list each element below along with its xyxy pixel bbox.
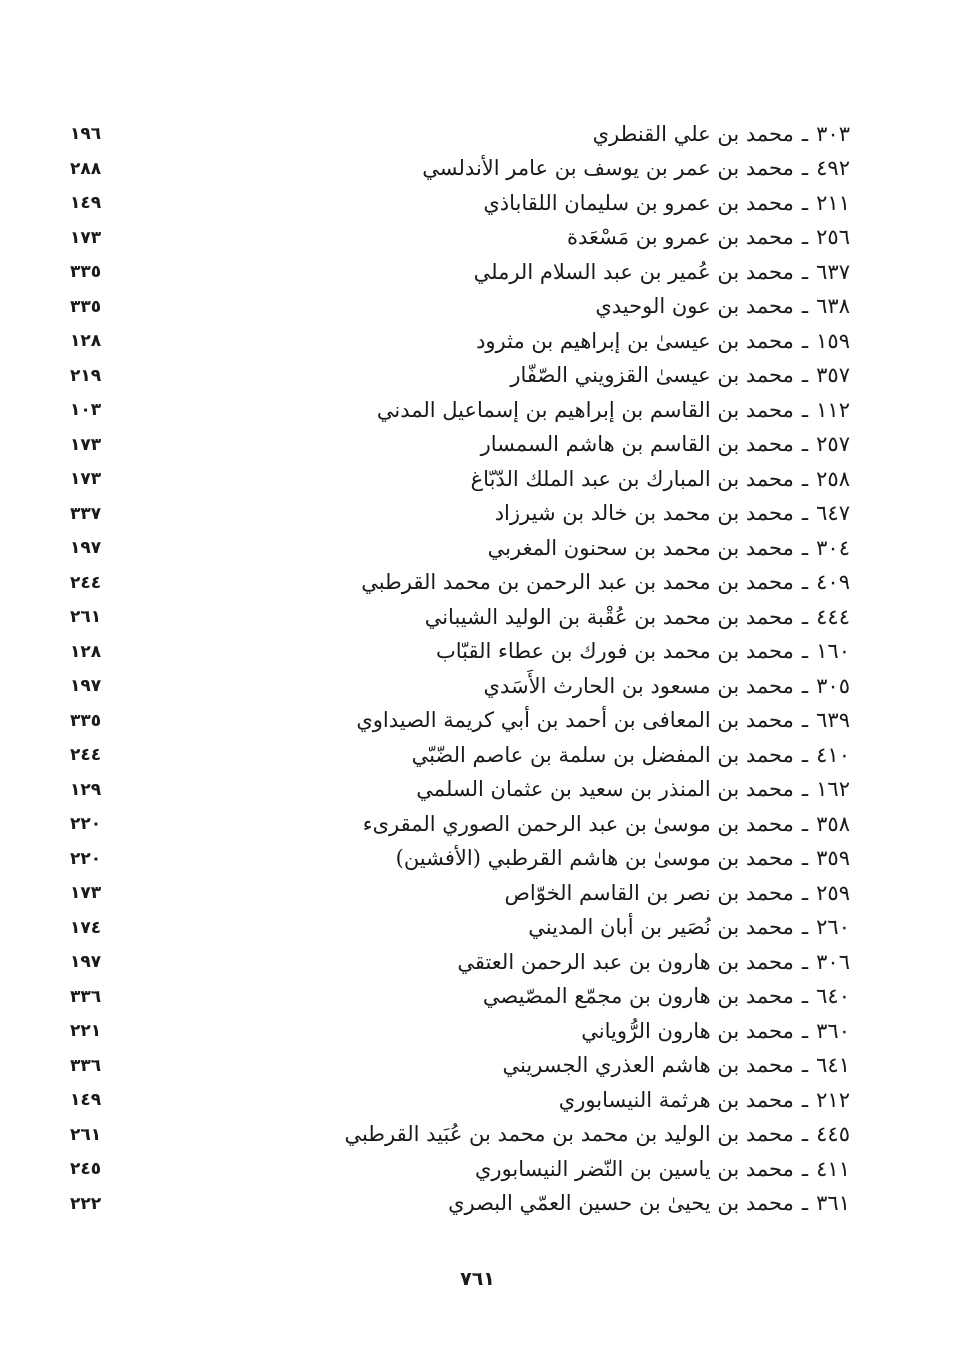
entry-page-ref: ١٠٣ — [70, 400, 102, 421]
entry-number: ٤٠٩ — [816, 570, 850, 595]
entry-page-ref: ٢٦١ — [70, 1124, 102, 1145]
entry-separator: ـ — [801, 466, 808, 491]
entry-page-ref: ٢٢١ — [70, 1021, 102, 1042]
entry-name: محمد بن هاشم العذري الجسريني — [502, 1053, 794, 1078]
entry-separator: ـ — [801, 604, 808, 629]
index-entry — [70, 186, 850, 221]
entry-text — [356, 710, 850, 731]
index-entry — [70, 117, 850, 152]
index-entry — [70, 1118, 850, 1153]
index-entry — [70, 221, 850, 256]
entry-name: محمد بن القاسم بن إبراهيم بن إسماعيل المدني — [376, 397, 794, 422]
index-entry — [70, 876, 850, 911]
entry-name: محمد بن محمد بن عبد الرحمن بن محمد القرطبي — [361, 570, 794, 595]
entry-number: ١٥٩ — [816, 328, 850, 353]
entry-number: ٤١٠ — [816, 742, 850, 767]
entry-separator: ـ — [801, 259, 808, 284]
entry-text — [476, 328, 850, 353]
entry-number: ٦٤٧ — [816, 501, 850, 526]
entry-separator: ـ — [801, 1053, 808, 1078]
index-entry — [70, 359, 850, 394]
index-entry — [70, 1049, 850, 1084]
entry-text — [473, 259, 850, 284]
entry-separator: ـ — [801, 949, 808, 974]
entry-separator: ـ — [801, 432, 808, 457]
entry-name: محمد بن عون الوحيدي — [595, 294, 794, 319]
entry-page-ref: ٣٣٥ — [70, 262, 102, 283]
entry-separator: ـ — [801, 673, 808, 698]
entry-number: ٢١١ — [816, 190, 850, 215]
entry-name: محمد بن هارون بن عبد الرحمن العتقي — [457, 949, 794, 974]
entry-name: محمد بن عمرو بن سليمان اللقاباذي — [483, 190, 794, 215]
entry-number: ٣٦١ — [816, 1191, 850, 1216]
entry-separator: ـ — [801, 397, 808, 422]
entry-number: ٢٥٧ — [816, 432, 850, 457]
entry-name: محمد بن عيسىٰ القزويني الصّفّار — [510, 363, 794, 388]
entry-page-ref: ٣٣٦ — [70, 1055, 102, 1076]
entry-page-ref: ٢١٩ — [70, 365, 102, 386]
index-entry — [70, 1152, 850, 1187]
entry-page-ref: ٣٣٦ — [70, 986, 102, 1007]
entry-name: محمد بن الوليد بن محمد بن محمد بن عُبَيد القرطبي — [344, 1122, 794, 1147]
entry-number: ٣٠٣ — [816, 121, 850, 146]
entry-separator: ـ — [801, 639, 808, 664]
entry-number: ٣٠٤ — [816, 535, 850, 560]
entry-name: محمد بن المفضل بن سلمة بن عاصم الضّبّي — [411, 742, 794, 767]
entry-separator: ـ — [801, 190, 808, 215]
entry-text — [483, 190, 850, 215]
index-entry — [70, 531, 850, 566]
entry-text — [528, 917, 850, 938]
index-entry — [70, 911, 850, 946]
entry-name: محمد بن المبارك بن عبد الملك الدّبّاغ — [470, 466, 794, 491]
index-entry — [70, 566, 850, 601]
entry-text — [504, 880, 851, 905]
entry-separator: ـ — [801, 708, 808, 733]
entry-text — [558, 1087, 850, 1112]
index-entry — [70, 842, 850, 877]
entry-separator: ـ — [801, 156, 808, 181]
entry-page-ref: ١٧٣ — [70, 883, 102, 904]
entry-name: محمد بن عمر بن يوسف بن عامر الأندلسي — [422, 156, 794, 181]
index-entry — [70, 393, 850, 428]
entry-name: محمد بن هارون بن مجمّع المصّيصي — [482, 984, 794, 1009]
entry-name: محمد بن محمد بن خالد بن شيرزاد — [494, 501, 794, 526]
entry-name: محمد بن نصر بن القاسم الخوّاص — [504, 880, 794, 905]
entry-number: ١١٢ — [816, 397, 850, 422]
entry-separator: ـ — [801, 1122, 808, 1147]
entry-name: محمد بن عُمير بن عبد السلام الرملي — [473, 259, 794, 284]
entry-number: ١٦٢ — [816, 777, 850, 802]
entry-page-ref: ١٢٨ — [70, 331, 102, 352]
index-entry — [70, 1014, 850, 1049]
entry-page-ref: ١٤٩ — [70, 1090, 102, 1111]
entry-name: محمد بن المعافى بن أحمد بن أبي كريمة الصيداوي — [356, 708, 794, 733]
entry-page-ref: ١٤٩ — [70, 193, 102, 214]
entry-separator: ـ — [801, 846, 808, 871]
entry-text — [361, 572, 850, 593]
entry-text — [457, 949, 850, 974]
entry-name: محمد بن المنذر بن سعيد بن عثمان السلمي — [416, 777, 794, 802]
entry-text — [495, 503, 850, 524]
entry-name: محمد بن ياسين بن النّضر النيسابوري — [474, 1156, 794, 1181]
entry-text — [487, 535, 850, 560]
entry-page-ref: ١٧٤ — [70, 917, 102, 938]
entry-separator: ـ — [801, 880, 808, 905]
entry-text — [481, 434, 850, 455]
entry-separator: ـ — [801, 984, 808, 1009]
entry-page-ref: ١٧٣ — [70, 434, 102, 455]
entry-page-ref: ٣٣٧ — [70, 503, 102, 524]
entry-separator: ـ — [801, 570, 808, 595]
entry-name: محمد بن محمد بن سحنون المغربي — [487, 535, 794, 560]
entry-separator: ـ — [801, 742, 808, 767]
index-entry — [70, 1187, 850, 1222]
entry-name: محمد بن هارون الرُّوياني — [581, 1018, 794, 1043]
index-entry — [70, 980, 850, 1015]
entry-text — [344, 1124, 850, 1145]
entry-page-ref: ١٢٨ — [70, 641, 102, 662]
index-entry — [70, 669, 850, 704]
entry-number: ٤٤٥ — [816, 1122, 850, 1147]
entry-text — [592, 121, 850, 146]
entry-name: محمد بن علي القنطري — [592, 121, 794, 146]
entry-name: محمد بن عمرو بن مَسْعَدة — [566, 225, 794, 250]
index-entry — [70, 600, 850, 635]
entry-number: ٣٠٦ — [816, 949, 850, 974]
entry-page-ref: ٢٨٨ — [70, 158, 102, 179]
entry-number: ٢٥٨ — [816, 466, 850, 491]
entry-text — [470, 466, 850, 491]
entry-page-ref: ٢٢٢ — [70, 1193, 102, 1214]
entry-separator: ـ — [801, 225, 808, 250]
index-entry — [70, 428, 850, 463]
entry-page-ref: ٣٣٥ — [70, 296, 102, 317]
index-entry — [70, 635, 850, 670]
entry-text — [483, 986, 850, 1007]
entry-name: محمد بن نُصَير بن أبان المديني — [528, 915, 794, 940]
entry-text — [581, 1018, 850, 1043]
entry-number: ٢١٢ — [816, 1087, 850, 1112]
entry-page-ref: ٢٢٠ — [70, 848, 102, 869]
entry-name: محمد بن محمد بن فورك بن عطاء القبّاب — [435, 639, 794, 664]
entry-page-ref: ١٩٧ — [70, 676, 102, 697]
entry-text — [416, 779, 850, 800]
entry-page-ref: ٢٤٤ — [70, 745, 102, 766]
entry-number: ٤١١ — [816, 1156, 850, 1181]
index-entry — [70, 324, 850, 359]
index-entry — [70, 738, 850, 773]
entry-page-ref: ٢٢٠ — [70, 814, 102, 835]
entry-separator: ـ — [801, 535, 808, 560]
entry-text — [396, 848, 850, 869]
index-entry — [70, 462, 850, 497]
entry-text — [483, 673, 850, 698]
index-entry-list — [70, 117, 850, 1221]
index-entry — [70, 497, 850, 532]
entry-number: ٦٤٠ — [816, 984, 850, 1009]
entry-separator: ـ — [801, 811, 808, 836]
entry-number: ٢٥٦ — [816, 225, 850, 250]
entry-number: ٣٠٥ — [816, 673, 850, 698]
entry-number: ٦٣٧ — [816, 259, 850, 284]
entry-text — [411, 742, 850, 767]
entry-text — [510, 365, 850, 386]
entry-number: ٤٤٤ — [816, 604, 850, 629]
entry-number: ٦٣٨ — [816, 294, 850, 319]
entry-number: ٣٥٨ — [816, 811, 850, 836]
entry-name: محمد بن موسىٰ بن عبد الرحمن الصوري المقرىء — [362, 811, 794, 836]
entry-name: محمد بن هرثمة النيسابوري — [558, 1087, 794, 1112]
entry-page-ref: ١٧٣ — [70, 469, 102, 490]
entry-separator: ـ — [801, 294, 808, 319]
entry-name: محمد بن محمد بن عُقْبة بن الوليد الشيباني — [424, 604, 794, 629]
entry-separator: ـ — [801, 915, 808, 940]
entry-number: ٦٤١ — [816, 1053, 850, 1078]
entry-text — [376, 397, 850, 422]
index-entry — [70, 152, 850, 187]
entry-text — [474, 1156, 850, 1181]
entry-text — [567, 227, 850, 248]
entry-text — [503, 1055, 850, 1076]
entry-page-ref: ١٩٧ — [70, 538, 102, 559]
entry-page-ref: ٣٣٥ — [70, 710, 102, 731]
entry-text — [362, 811, 850, 836]
entry-number: ٣٦٠ — [816, 1018, 850, 1043]
entry-page-ref: ٢٤٥ — [70, 1159, 102, 1180]
entry-name: محمد بن يحيىٰ بن حسين العمّي البصري — [448, 1191, 794, 1216]
entry-separator: ـ — [801, 777, 808, 802]
entry-text — [448, 1193, 850, 1214]
index-entry — [70, 807, 850, 842]
index-entry — [70, 773, 850, 808]
entry-number: ٣٥٩ — [816, 846, 850, 871]
entry-separator: ـ — [801, 1087, 808, 1112]
entry-text — [424, 604, 850, 629]
entry-number: ٢٥٩ — [816, 880, 850, 905]
entry-page-ref: ١٢٩ — [70, 779, 102, 800]
entry-separator: ـ — [801, 1018, 808, 1043]
entry-page-ref: ١٩٧ — [70, 952, 102, 973]
index-entry — [70, 1083, 850, 1118]
entry-number: ٤٩٢ — [816, 156, 850, 181]
entry-number: ٣٥٧ — [816, 363, 850, 388]
index-entry — [70, 255, 850, 290]
entry-text — [422, 158, 850, 179]
entry-page-ref: ٢٤٤ — [70, 572, 102, 593]
entry-name: محمد بن مسعود بن الحارث الأَسَدي — [483, 673, 794, 698]
entry-separator: ـ — [801, 328, 808, 353]
entry-page-ref: ١٧٣ — [70, 227, 102, 248]
entry-separator: ـ — [801, 501, 808, 526]
entry-separator: ـ — [801, 1156, 808, 1181]
entry-separator: ـ — [801, 363, 808, 388]
entry-name: محمد بن القاسم بن هاشم السمسار — [480, 432, 794, 457]
entry-separator: ـ — [801, 121, 808, 146]
index-entry — [70, 945, 850, 980]
entry-name: محمد بن عيسىٰ بن إبراهيم بن مثرود — [476, 328, 794, 353]
entry-number: ٢٦٠ — [816, 915, 850, 940]
index-entry — [70, 704, 850, 739]
entry-page-ref: ١٩٦ — [70, 124, 102, 145]
entry-separator: ـ — [801, 1191, 808, 1216]
entry-number: ٦٣٩ — [816, 708, 850, 733]
index-entry — [70, 290, 850, 325]
page-number: ٧٦١ — [460, 1268, 495, 1290]
entry-number: ١٦٠ — [816, 639, 850, 664]
entry-name: محمد بن موسىٰ بن هاشم القرطبي (الأفشين) — [395, 846, 794, 871]
entry-text — [436, 641, 850, 662]
entry-text — [595, 296, 850, 317]
entry-page-ref: ٢٦١ — [70, 607, 102, 628]
